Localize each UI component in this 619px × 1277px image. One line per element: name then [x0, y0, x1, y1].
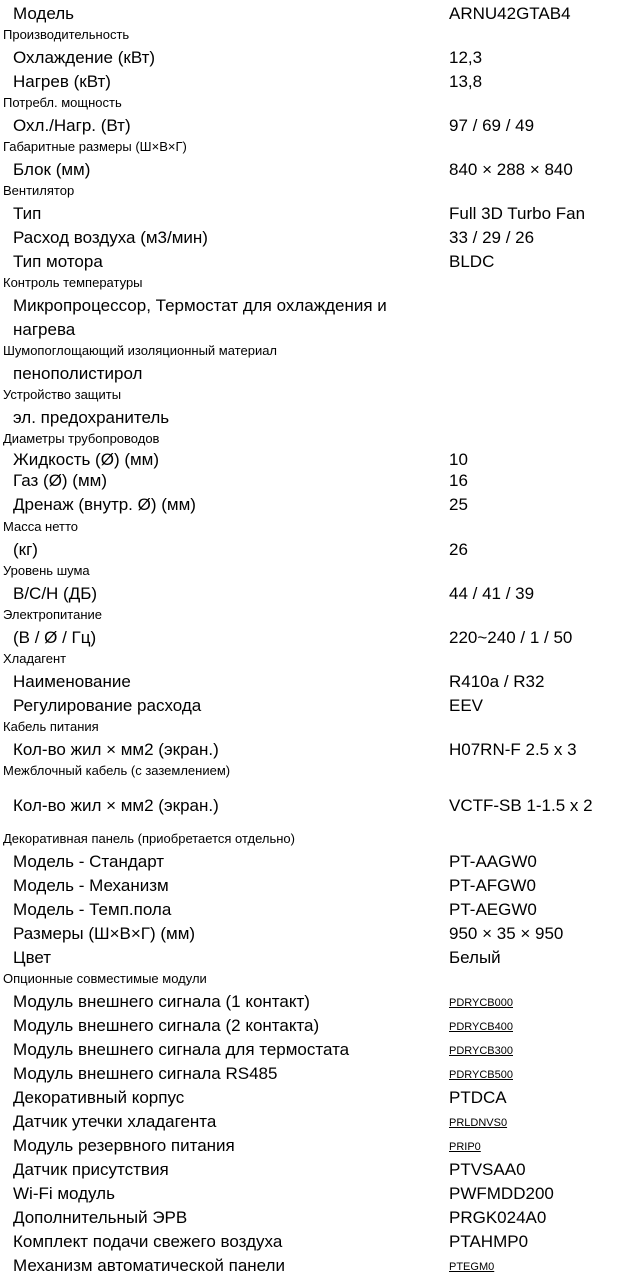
- power-cable-value: H07RN-F 2.5 x 3: [449, 740, 577, 759]
- opt-rs485-label: Модуль внешнего сигнала RS485: [13, 1064, 278, 1083]
- model-value: ARNU42GTAB4: [449, 4, 571, 23]
- opt-wifi-label: Wi-Fi модуль: [13, 1184, 115, 1203]
- panel-floor-temp-label: Модель - Темп.пола: [13, 900, 172, 919]
- section-fan: Вентилятор: [3, 183, 75, 198]
- panel-size-value: 950 × 35 × 950: [449, 924, 564, 943]
- inter-cable-value: VCTF-SB 1-1.5 x 2: [449, 796, 593, 815]
- section-options: Опционные совместимые модули: [3, 971, 207, 986]
- opt-presence-value: PTVSAA0: [449, 1160, 526, 1179]
- supply-label: (В / Ø / Гц): [13, 628, 97, 647]
- section-power: Потребл. мощность: [3, 95, 122, 110]
- section-dimensions: Габаритные размеры (Ш×В×Г): [3, 139, 187, 154]
- noise-label: В/С/Н (ДБ): [13, 584, 98, 603]
- cool-heat-power-value: 97 / 69 / 49: [449, 116, 535, 135]
- opt-ext2-link[interactable]: PDRYCB400: [449, 1021, 513, 1033]
- opt-presence-label: Датчик присутствия: [13, 1160, 169, 1179]
- opt-autopanel-link[interactable]: PTEGM0: [449, 1261, 495, 1273]
- opt-fresh-value: PTAHMP0: [449, 1232, 529, 1251]
- drain-value: 25: [449, 495, 468, 514]
- opt-leak-label: Датчик утечки хладагента: [13, 1112, 217, 1131]
- supply-value: 220~240 / 1 / 50: [449, 628, 573, 647]
- opt-case-value: PTDCA: [449, 1088, 507, 1107]
- cool-heat-power-label: Охл./Нагр. (Вт): [13, 116, 131, 135]
- opt-ext2-label: Модуль внешнего сигнала (2 контакта): [13, 1016, 320, 1035]
- model-label: Модель: [13, 4, 75, 23]
- noise-value: 44 / 41 / 39: [449, 584, 535, 603]
- gas-value: 16: [449, 471, 468, 490]
- section-pipes: Диаметры трубопроводов: [3, 431, 160, 446]
- opt-thermo-link[interactable]: PDRYCB300: [449, 1045, 513, 1057]
- section-insulation: Шумопоглощающий изоляционный материал: [3, 343, 278, 358]
- section-refrigerant: Хладагент: [3, 651, 67, 666]
- panel-size-label: Размеры (Ш×В×Г) (мм): [13, 924, 196, 943]
- panel-mechanism-label: Модель - Механизм: [13, 876, 169, 895]
- ref-control-value: EEV: [449, 696, 484, 715]
- cooling-label: Охлаждение (кВт): [13, 48, 156, 67]
- unit-dims-value: 840 × 288 × 840: [449, 160, 573, 179]
- opt-erv-label: Дополнительный ЭРВ: [13, 1208, 188, 1227]
- drain-label: Дренаж (внутр. Ø) (мм): [13, 495, 196, 514]
- opt-backup-label: Модуль резервного питания: [13, 1136, 235, 1155]
- section-capacity: Производительность: [3, 27, 130, 42]
- gas-label: Газ (Ø) (мм): [13, 471, 107, 490]
- fan-type-value: Full 3D Turbo Fan: [449, 204, 586, 223]
- heating-label: Нагрев (кВт): [13, 72, 111, 91]
- section-protection: Устройство защиты: [3, 387, 122, 402]
- ref-control-label: Регулирование расхода: [13, 696, 202, 715]
- opt-thermo-label: Модуль внешнего сигнала для термостата: [13, 1040, 350, 1059]
- temp-control-text-2: нагрева: [13, 320, 76, 339]
- weight-label: (кг): [13, 540, 38, 559]
- airflow-value: 33 / 29 / 26: [449, 228, 535, 247]
- panel-floor-temp-value: PT-AEGW0: [449, 900, 537, 919]
- panel-color-label: Цвет: [13, 948, 52, 967]
- cooling-value: 12,3: [449, 48, 483, 67]
- panel-color-value: Белый: [449, 948, 501, 967]
- panel-standard-value: PT-AAGW0: [449, 852, 537, 871]
- opt-rs485-link[interactable]: PDRYCB500: [449, 1069, 513, 1081]
- section-temp-control: Контроль температуры: [3, 275, 143, 290]
- section-net-weight: Масса нетто: [3, 519, 79, 534]
- opt-backup-link[interactable]: PRIP0: [449, 1141, 481, 1153]
- inter-cable-label: Кол-во жил × мм2 (экран.): [13, 796, 219, 815]
- airflow-label: Расход воздуха (м3/мин): [13, 228, 208, 247]
- motor-type-label: Тип мотора: [13, 252, 103, 271]
- section-noise: Уровень шума: [3, 563, 90, 578]
- opt-wifi-value: PWFMDD200: [449, 1184, 554, 1203]
- ref-name-label: Наименование: [13, 672, 131, 691]
- heating-value: 13,8: [449, 72, 483, 91]
- protection-text: эл. предохранитель: [13, 408, 170, 427]
- liquid-value: 10: [449, 450, 468, 469]
- section-power-supply: Электропитание: [3, 607, 102, 622]
- opt-case-label: Декоративный корпус: [13, 1088, 185, 1107]
- opt-leak-link[interactable]: PRLDNVS0: [449, 1117, 508, 1129]
- temp-control-text-1: Микропроцессор, Термостат для охлаждения и: [13, 296, 387, 315]
- ref-name-value: R410a / R32: [449, 672, 545, 691]
- section-power-cable: Кабель питания: [3, 719, 99, 734]
- section-panel: Декоративная панель (приобретается отдельно): [3, 831, 295, 846]
- unit-dims-label: Блок (мм): [13, 160, 91, 179]
- opt-erv-value: PRGK024A0: [449, 1208, 547, 1227]
- section-intercable: Межблочный кабель (с заземлением): [3, 763, 231, 778]
- power-cable-label: Кол-во жил × мм2 (экран.): [13, 740, 219, 759]
- motor-type-value: BLDC: [449, 252, 495, 271]
- opt-fresh-label: Комплект подачи свежего воздуха: [13, 1232, 283, 1251]
- panel-mechanism-value: PT-AFGW0: [449, 876, 536, 895]
- insulation-text: пенополистирол: [13, 364, 143, 383]
- opt-autopanel-label: Механизм автоматической панели: [13, 1256, 285, 1275]
- opt-ext1-label: Модуль внешнего сигнала (1 контакт): [13, 992, 310, 1011]
- fan-type-label: Тип: [13, 204, 42, 223]
- panel-standard-label: Модель - Стандарт: [13, 852, 165, 871]
- weight-value: 26: [449, 540, 468, 559]
- opt-ext1-link[interactable]: PDRYCB000: [449, 997, 513, 1009]
- liquid-label: Жидкость (Ø) (мм): [13, 450, 160, 469]
